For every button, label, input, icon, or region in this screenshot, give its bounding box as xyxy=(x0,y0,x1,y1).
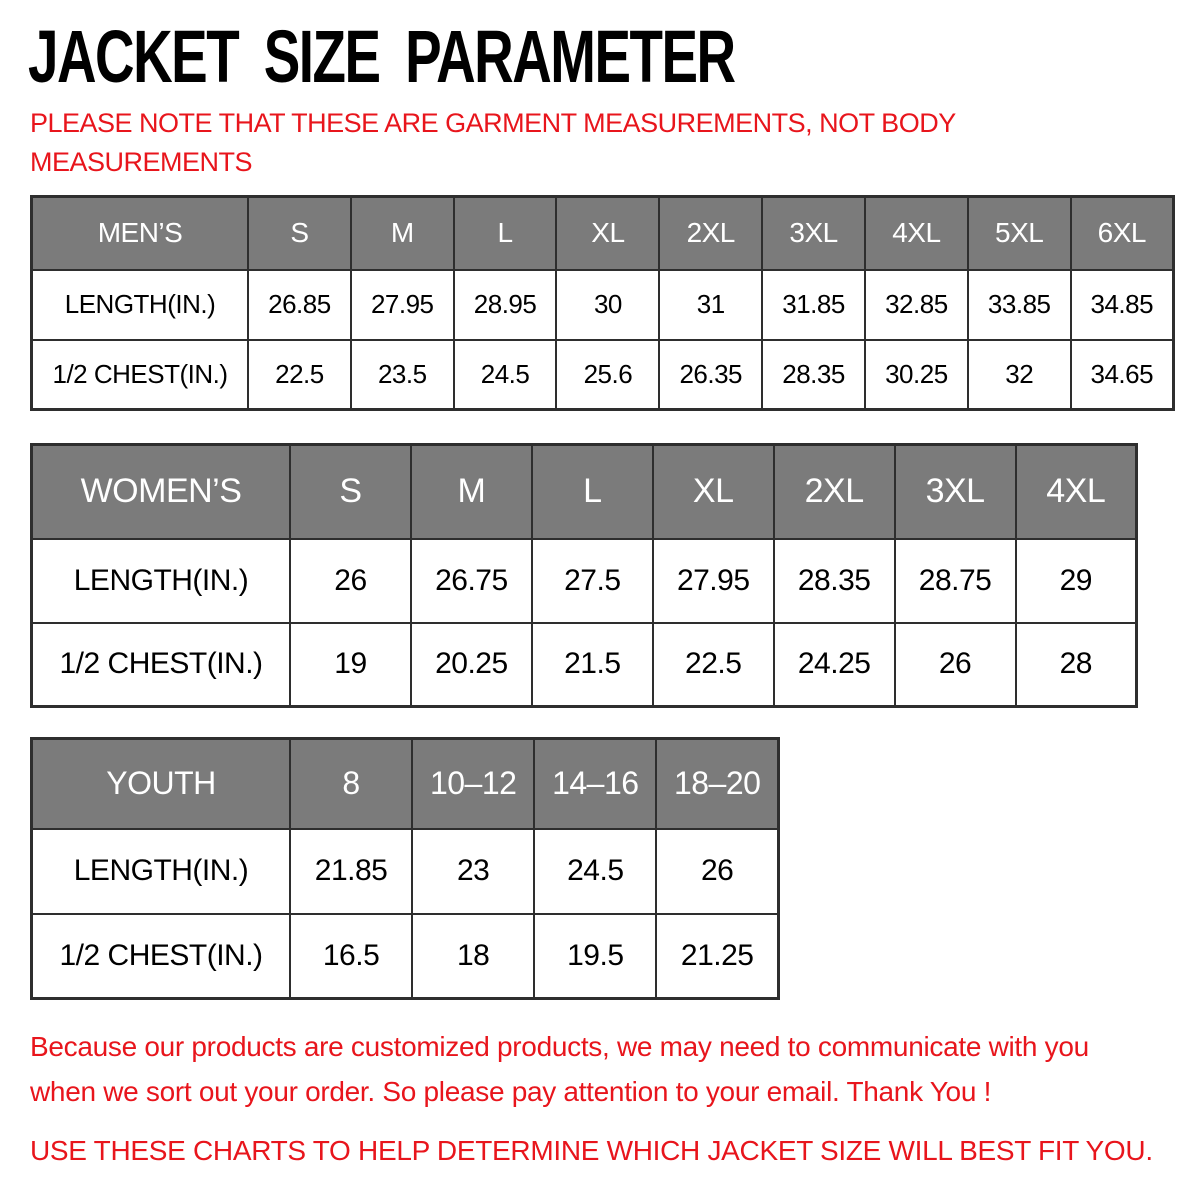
womens-value-cell: 19 xyxy=(290,623,411,707)
mens-value-cell: 23.5 xyxy=(351,340,454,410)
womens-header-2xl: 2XL xyxy=(774,445,895,539)
womens-row-label-length-in: LENGTH(IN.) xyxy=(32,539,291,623)
mens-header-xl: XL xyxy=(556,197,659,270)
womens-value-cell: 28.75 xyxy=(895,539,1016,623)
youth-row-label-1-2-chest-in: 1/2 CHEST(IN.) xyxy=(32,914,291,999)
womens-row-label-1-2-chest-in: 1/2 CHEST(IN.) xyxy=(32,623,291,707)
womens-value-cell: 27.95 xyxy=(653,539,774,623)
mens-size-table xyxy=(30,195,1175,411)
womens-header-4xl: 4XL xyxy=(1016,445,1137,539)
note-line-1: PLEASE NOTE THAT THESE ARE GARMENT MEASUREMENTS, NOT BODY xyxy=(30,108,956,138)
customization-notice xyxy=(30,1024,1089,1114)
mens-header-6xl: 6XL xyxy=(1071,197,1174,270)
garment-measurement-note xyxy=(30,104,956,182)
page-title: JACKET SIZE PARAMETER xyxy=(28,15,735,98)
womens-value-cell: 26 xyxy=(290,539,411,623)
womens-value-cell: 28.35 xyxy=(774,539,895,623)
mens-header-5xl: 5XL xyxy=(968,197,1071,270)
customization-notice-line-2: when we sort out your order. So please pay attention to your email. Thank You ! xyxy=(30,1076,992,1107)
mens-value-cell: 34.65 xyxy=(1071,340,1174,410)
youth-value-cell: 16.5 xyxy=(290,914,412,999)
youth-value-cell: 24.5 xyxy=(534,829,656,914)
youth-value-cell: 21.25 xyxy=(656,914,778,999)
mens-value-cell: 34.85 xyxy=(1071,270,1174,340)
youth-header-14-16: 14–16 xyxy=(534,739,656,829)
mens-value-cell: 33.85 xyxy=(968,270,1071,340)
customization-notice-line-1: Because our products are customized products, we may need to communicate with you xyxy=(30,1031,1089,1062)
womens-value-cell: 29 xyxy=(1016,539,1137,623)
youth-header-18-20: 18–20 xyxy=(656,739,778,829)
womens-value-cell: 26.75 xyxy=(411,539,532,623)
youth-header-8: 8 xyxy=(290,739,412,829)
mens-value-cell: 27.95 xyxy=(351,270,454,340)
youth-value-cell: 23 xyxy=(412,829,534,914)
mens-value-cell: 22.5 xyxy=(248,340,351,410)
womens-header-3xl: 3XL xyxy=(895,445,1016,539)
mens-header-2xl: 2XL xyxy=(659,197,762,270)
womens-header-xl: XL xyxy=(653,445,774,539)
womens-value-cell: 21.5 xyxy=(532,623,653,707)
mens-header-3xl: 3XL xyxy=(762,197,865,270)
womens-size-table xyxy=(30,443,1138,708)
mens-header-4xl: 4XL xyxy=(865,197,968,270)
mens-header-l: L xyxy=(454,197,557,270)
mens-value-cell: 24.5 xyxy=(454,340,557,410)
youth-row-label-length-in: LENGTH(IN.) xyxy=(32,829,291,914)
womens-value-cell: 24.25 xyxy=(774,623,895,707)
mens-value-cell: 26.85 xyxy=(248,270,351,340)
youth-header-group-label: YOUTH xyxy=(32,739,291,829)
mens-value-cell: 31.85 xyxy=(762,270,865,340)
womens-value-cell: 28 xyxy=(1016,623,1137,707)
womens-value-cell: 22.5 xyxy=(653,623,774,707)
mens-value-cell: 31 xyxy=(659,270,762,340)
mens-value-cell: 30 xyxy=(556,270,659,340)
womens-header-m: M xyxy=(411,445,532,539)
youth-value-cell: 26 xyxy=(656,829,778,914)
mens-value-cell: 30.25 xyxy=(865,340,968,410)
mens-header-m: M xyxy=(351,197,454,270)
mens-row-label-1-2-chest-in: 1/2 CHEST(IN.) xyxy=(32,340,249,410)
mens-value-cell: 28.35 xyxy=(762,340,865,410)
chart-usage-note: USE THESE CHARTS TO HELP DETERMINE WHICH JACKET SIZE WILL BEST FIT YOU. xyxy=(30,1135,1153,1166)
mens-value-cell: 32.85 xyxy=(865,270,968,340)
mens-header-group-label: MEN’S xyxy=(32,197,249,270)
womens-header-s: S xyxy=(290,445,411,539)
womens-header-group-label: WOMEN’S xyxy=(32,445,291,539)
womens-value-cell: 20.25 xyxy=(411,623,532,707)
youth-value-cell: 19.5 xyxy=(534,914,656,999)
youth-value-cell: 21.85 xyxy=(290,829,412,914)
note-line-2: MEASUREMENTS xyxy=(30,147,253,177)
youth-header-10-12: 10–12 xyxy=(412,739,534,829)
mens-row-label-length-in: LENGTH(IN.) xyxy=(32,270,249,340)
youth-size-table xyxy=(30,737,780,1000)
mens-value-cell: 25.6 xyxy=(556,340,659,410)
mens-value-cell: 28.95 xyxy=(454,270,557,340)
youth-value-cell: 18 xyxy=(412,914,534,999)
womens-header-l: L xyxy=(532,445,653,539)
womens-value-cell: 27.5 xyxy=(532,539,653,623)
mens-value-cell: 32 xyxy=(968,340,1071,410)
mens-header-s: S xyxy=(248,197,351,270)
womens-value-cell: 26 xyxy=(895,623,1016,707)
mens-value-cell: 26.35 xyxy=(659,340,762,410)
